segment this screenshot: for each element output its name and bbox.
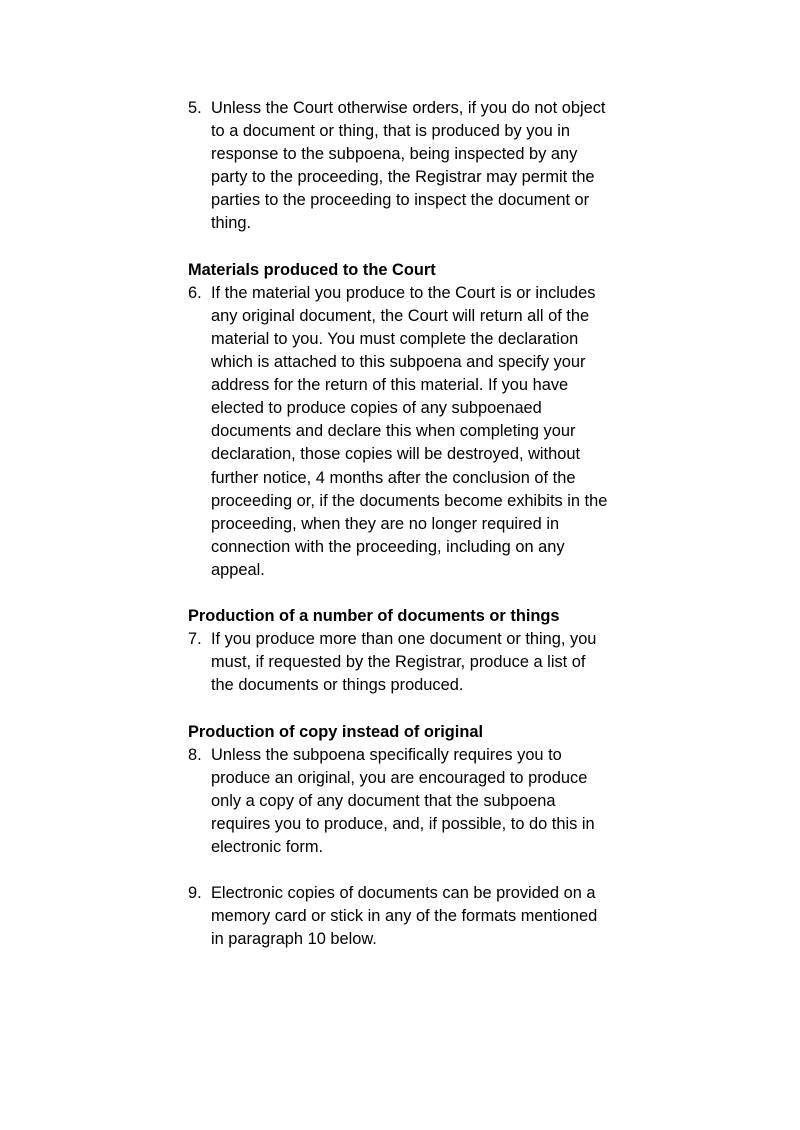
paragraph-text bbox=[211, 882, 648, 951]
text-line: elected to produce copies of any subpoenaed bbox=[211, 399, 542, 418]
text-line: memory card or stick in any of the formats mentioned bbox=[211, 907, 598, 926]
text-line: address for the return of this material. If you have bbox=[211, 376, 569, 395]
paragraph-number: 7. bbox=[188, 630, 202, 649]
text-line: Electronic copies of documents can be provided on a bbox=[211, 884, 596, 903]
text-line: parties to the proceeding to inspect the document or bbox=[211, 191, 590, 210]
text-line: requires you to produce, and, if possible, to do this in bbox=[211, 814, 595, 833]
text-line: If you produce more than one document or thing, you bbox=[211, 630, 597, 649]
paragraph-6 bbox=[188, 282, 648, 582]
text-line: proceeding or, if the documents become exhibits in the bbox=[211, 491, 608, 510]
text-line: Unless the subpoena specifically requires you to bbox=[211, 745, 562, 764]
paragraph-number: 6. bbox=[188, 283, 202, 302]
spacer bbox=[188, 697, 648, 720]
text-line: which is attached to this subpoena and specify your bbox=[211, 353, 586, 372]
spacer bbox=[188, 859, 648, 882]
text-line: connection with the proceeding, including on any bbox=[211, 537, 565, 556]
paragraph-text bbox=[211, 628, 648, 697]
paragraph-8 bbox=[188, 744, 648, 859]
text-line: any original document, the Court will return all of the bbox=[211, 306, 590, 325]
spacer bbox=[188, 582, 648, 605]
document-page bbox=[188, 97, 648, 951]
text-line: proceeding, when they are no longer required in bbox=[211, 514, 560, 533]
text-line: If the material you produce to the Court is or includes bbox=[211, 283, 596, 302]
text-line: only a copy of any document that the subpoena bbox=[211, 791, 556, 810]
text-line: thing. bbox=[211, 214, 252, 233]
paragraph-number: 8. bbox=[188, 745, 202, 764]
paragraph-text bbox=[211, 744, 648, 859]
text-line: in paragraph 10 below. bbox=[211, 930, 377, 949]
text-line: produce an original, you are encouraged to produce bbox=[211, 768, 588, 787]
text-line: must, if requested by the Registrar, produce a list of bbox=[211, 653, 586, 672]
paragraph-7 bbox=[188, 628, 648, 697]
text-line: party to the proceeding, the Registrar may permit the bbox=[211, 168, 595, 187]
paragraph-9 bbox=[188, 882, 648, 951]
spacer bbox=[188, 236, 648, 259]
text-line: material to you. You must complete the declaration bbox=[211, 329, 579, 348]
text-line: appeal. bbox=[211, 560, 265, 579]
paragraph-5 bbox=[188, 97, 648, 236]
section-heading: Materials produced to the Court bbox=[188, 260, 436, 279]
text-line: Unless the Court otherwise orders, if you do not object bbox=[211, 99, 606, 117]
text-line: electronic form. bbox=[211, 838, 324, 856]
paragraph-number: 9. bbox=[188, 884, 202, 903]
paragraph-text bbox=[211, 282, 648, 582]
text-line: further notice, 4 months after the conclusion of the bbox=[211, 468, 576, 487]
paragraph-text bbox=[211, 97, 648, 236]
paragraph-number: 5. bbox=[188, 99, 202, 117]
text-line: documents and declare this when completing your bbox=[211, 422, 576, 441]
text-line: declaration, those copies will be destroyed, without bbox=[211, 445, 580, 464]
section-heading: Production of a number of documents or things bbox=[188, 607, 560, 626]
text-line: to a document or thing, that is produced by you in bbox=[211, 122, 570, 141]
section-heading: Production of copy instead of original bbox=[188, 722, 484, 741]
text-line: the documents or things produced. bbox=[211, 676, 464, 695]
text-line: response to the subpoena, being inspected by any bbox=[211, 145, 578, 164]
